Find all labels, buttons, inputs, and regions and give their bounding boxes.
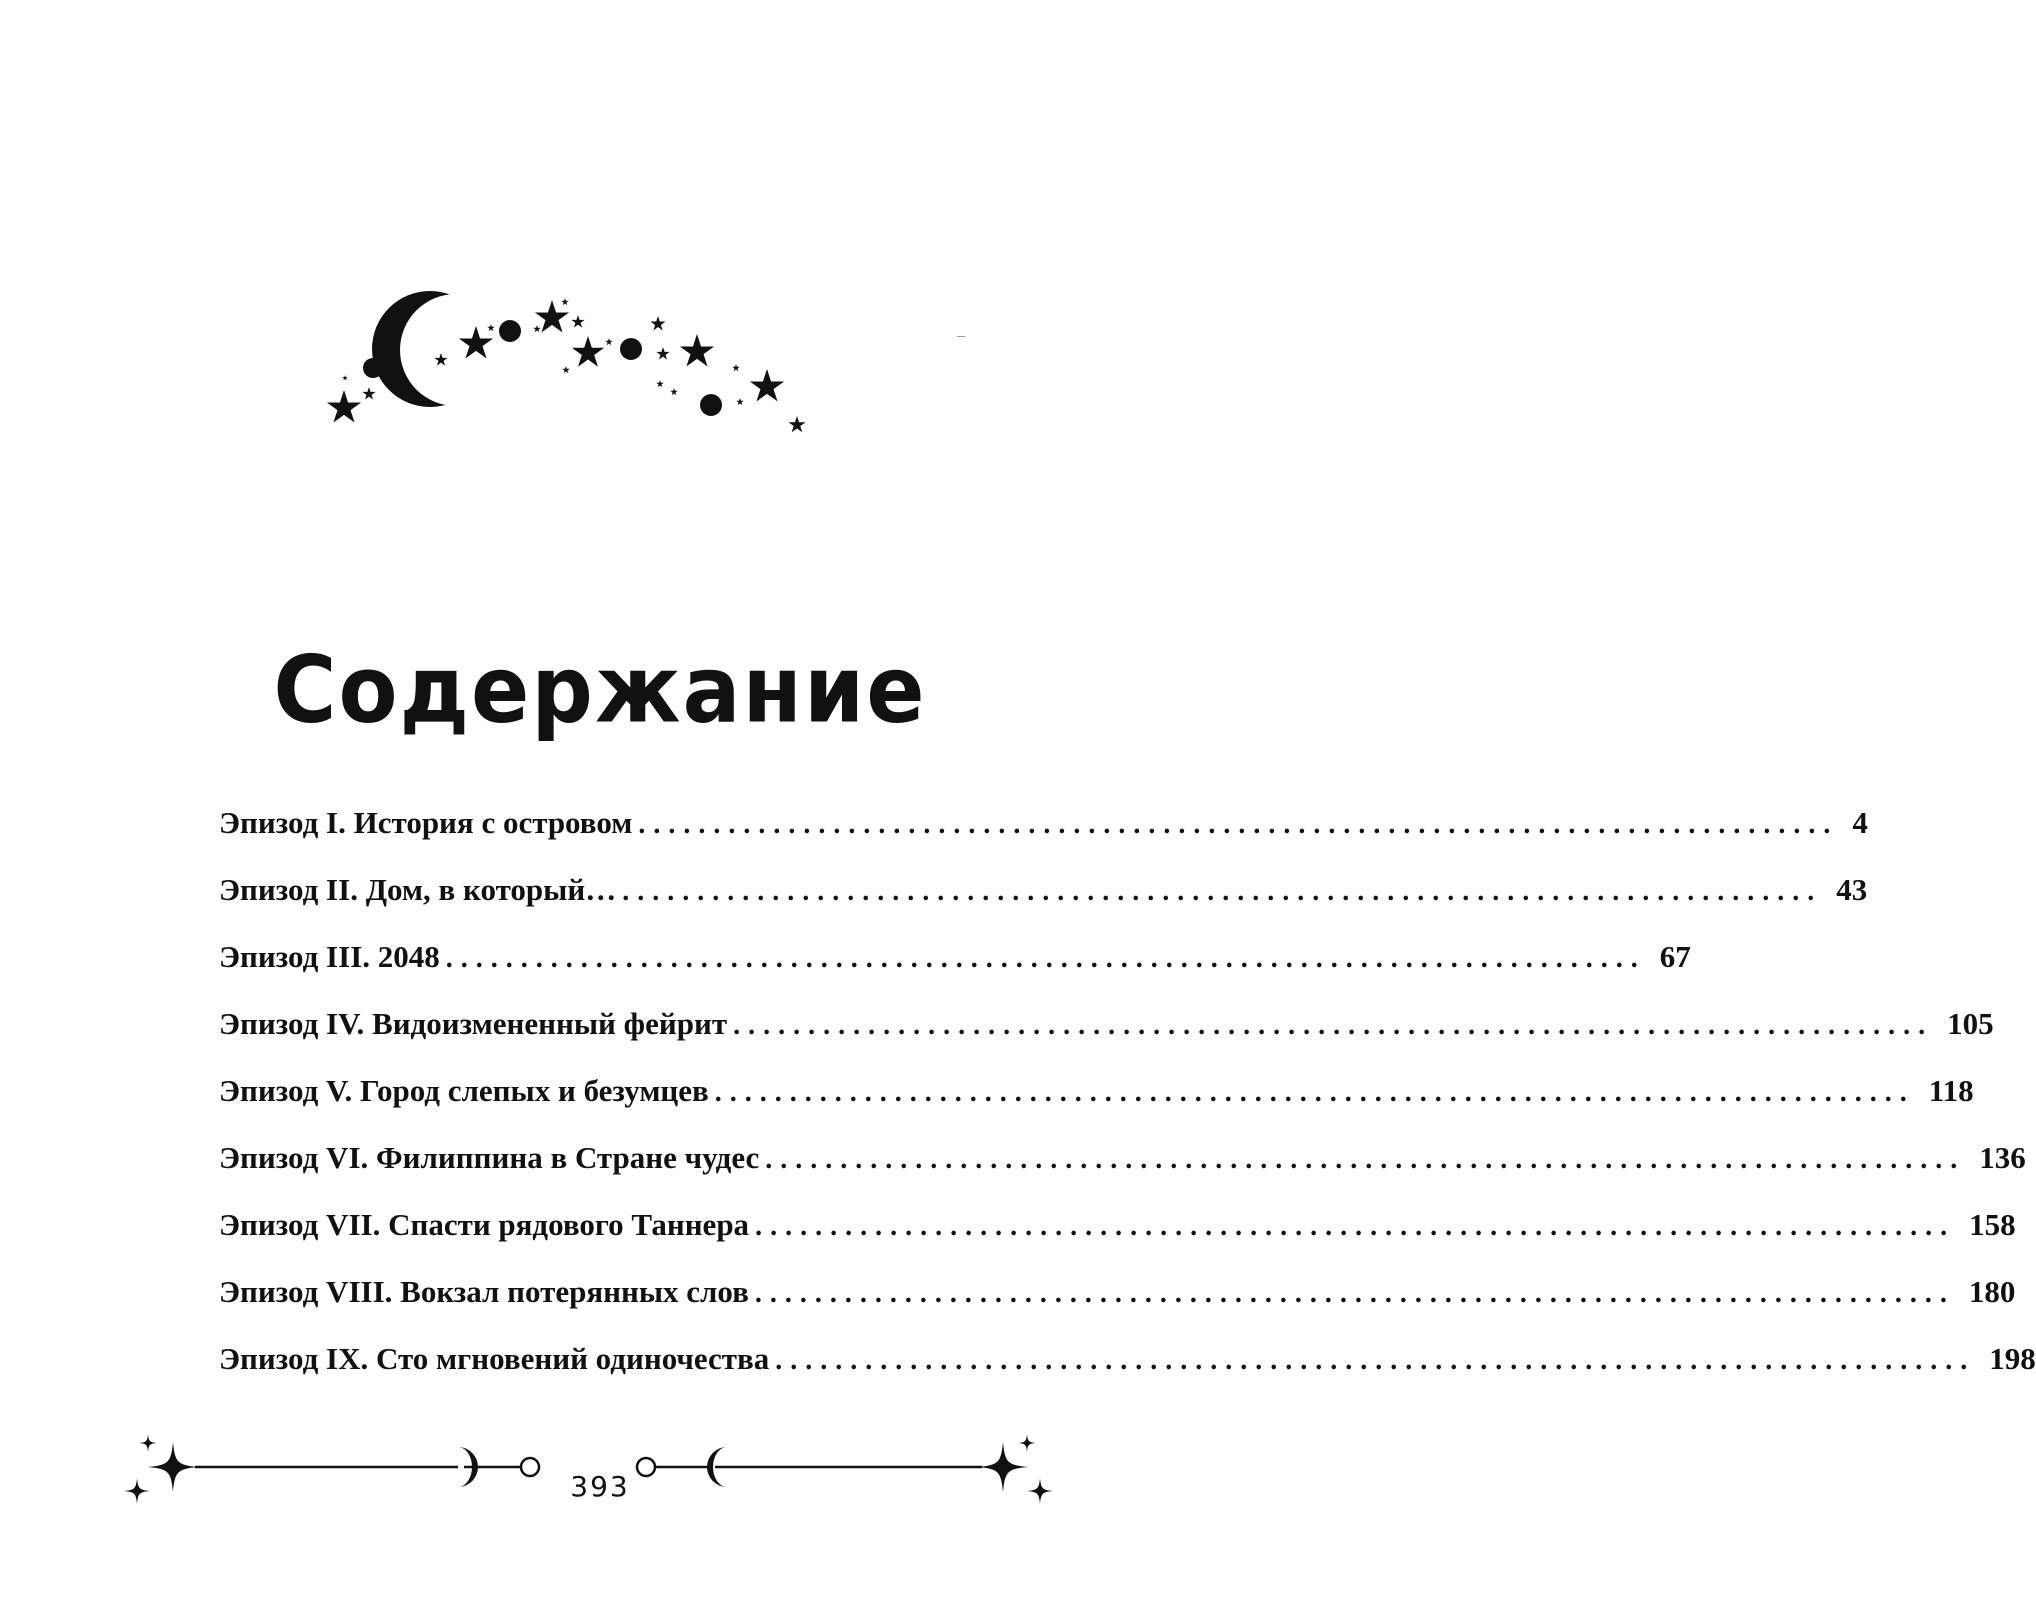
toc-leader-dots: ................................................................................ [622,876,1823,907]
dot-icon [499,320,521,342]
toc-entry-page: 43 [1836,872,1868,907]
sparkle-icon [139,1434,157,1452]
star-icon [487,324,495,331]
toc-entry-page: 67 [1659,939,1691,974]
toc-entry-page: 136 [1979,1140,2026,1175]
toc-entry [219,1140,2026,1207]
star-icon [656,380,664,387]
dot-icon [363,358,383,378]
toc-leader-dots: ................................................................................ [775,1345,1976,1376]
toc-leader-dots: ................................................................................ [754,1278,1955,1309]
star-icon [572,336,604,367]
toc-entry [219,939,1691,1006]
toc-leader-dots: ................................................................................ [765,1144,1966,1175]
star-icon [362,387,375,400]
toc-entry-title: Эпизод IV. Видоизмененный фейрит [219,1006,728,1041]
page-number: 393 [570,1470,630,1503]
star-icon [670,388,678,395]
toc-entry-page: 158 [1969,1207,2016,1242]
toc-entry-title: Эпизод I. История с островом [219,805,633,840]
toc-leader-dots: ................................................................................ [714,1077,1915,1108]
stray-mark [957,336,965,337]
toc-entry-title: Эпизод II. Дом, в который… [219,872,617,907]
star-icon [605,338,613,345]
sparkle-icon [1018,1434,1036,1452]
toc-entry [219,1207,2016,1274]
page-title: Содержание [273,635,927,744]
star-icon [561,298,569,305]
star-icon [327,390,361,423]
dot-icon [620,338,642,360]
star-icon [535,300,569,333]
star-icon [562,366,570,373]
toc-entry [219,1006,1994,1073]
star-icon [680,334,714,367]
toc-entry-title: Эпизод V. Город слепых и безумцев [219,1073,709,1108]
toc-entry-page: 180 [1968,1274,2016,1309]
star-icon [656,347,669,360]
star-icon [533,325,541,332]
toc-entry [219,1073,1974,1140]
toc-leader-dots: ................................................................................ [638,809,1839,840]
toc-leader-dots: ................................................................................ [733,1010,1934,1041]
star-icon [750,369,784,402]
toc-entry-title: Эпизод VI. Филиппина в Стране чудес [219,1140,760,1175]
toc-entry-title: Эпизод III. 2048 [219,939,440,974]
star-icon [732,364,740,371]
toc-entry [219,1341,2036,1408]
toc-list [219,805,2036,1408]
toc-entry-title: Эпизод IX. Сто мгновений одиночества [219,1341,770,1376]
toc-entry-page: 105 [1947,1006,1994,1041]
crescent-moon-stars-icon [0,0,1200,500]
toc-entry-page: 118 [1928,1073,1974,1108]
star-icon [342,375,348,380]
toc-entry-page: 198 [1989,1341,2036,1376]
toc-leader-dots: ................................................................................ [755,1211,1956,1242]
toc-entry [219,872,1868,939]
toc-leader-dots: ................................................................................ [445,943,1646,974]
toc-entry-title: Эпизод VIII. Вокзал потерянных слов [219,1274,749,1309]
toc-entry-title: Эпизод VII. Спасти рядового Таннера [219,1207,750,1242]
star-icon [736,398,744,405]
toc-entry [219,1274,2016,1341]
star-icon [571,315,584,328]
star-icon [650,316,665,330]
toc-entry [219,805,1868,872]
toc-entry-page: 4 [1852,805,1868,840]
star-icon [788,416,805,432]
dot-icon [700,394,722,416]
